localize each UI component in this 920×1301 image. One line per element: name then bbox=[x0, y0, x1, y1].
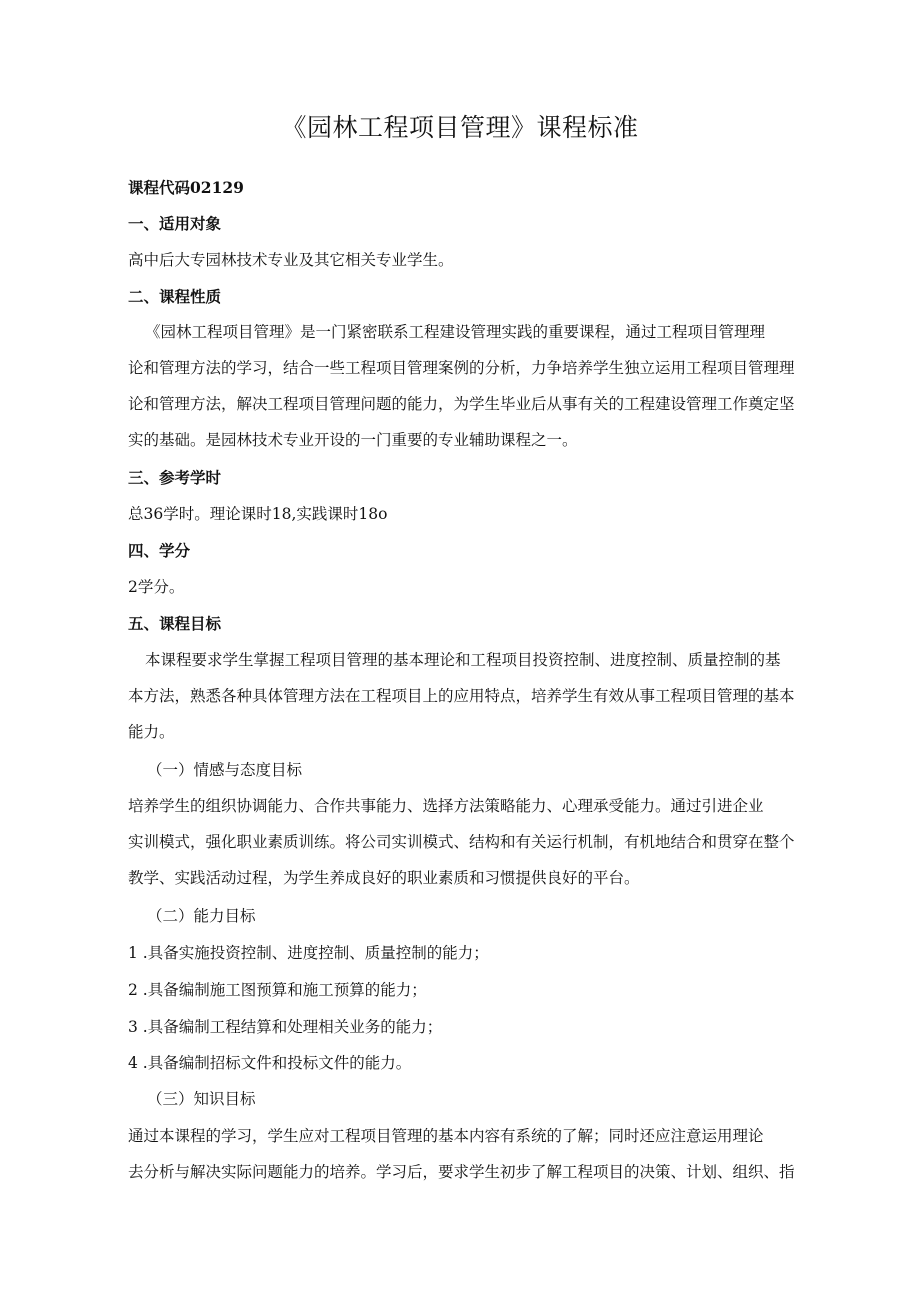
nature-paragraph-line: 实的基础。是园林技术专业开设的一门重要的专业辅助课程之一。 bbox=[128, 431, 578, 449]
document-title: 《园林工程项目管理》课程标准 bbox=[281, 113, 639, 142]
ability-list-item: 3 .具备编制工程结算和处理相关业务的能力； bbox=[128, 1018, 443, 1036]
section-body-credits: 2学分。 bbox=[128, 578, 185, 596]
attitude-paragraph-line: 培养学生的组织协调能力、合作共事能力、选择方法策略能力、心理承受能力。通过引进企业 bbox=[128, 797, 764, 815]
nature-paragraph-line: 《园林工程项目管理》是一门紧密联系工程建设管理实践的重要课程，通过工程项目管理理 bbox=[145, 323, 766, 341]
objectives-intro-line: 能力。 bbox=[128, 723, 175, 741]
section-heading-objectives: 五、课程目标 bbox=[128, 614, 222, 633]
section-heading-nature: 二、课程性质 bbox=[128, 287, 222, 306]
subsection-heading-ability: （二）能力目标 bbox=[147, 907, 256, 925]
attitude-paragraph-line: 教学、实践活动过程，为学生养成良好的职业素质和习惯提供良好的平台。 bbox=[128, 869, 640, 887]
ability-list-item: 1 .具备实施投资控制、进度控制、质量控制的能力； bbox=[128, 944, 489, 962]
section-body-target: 高中后大专园林技术专业及其它相关专业学生。 bbox=[128, 251, 454, 269]
section-body-hours: 总36学时。理论课时18,实践课时18o bbox=[128, 505, 388, 523]
ability-list-item: 4 .具备编制招标文件和投标文件的能力。 bbox=[128, 1054, 412, 1072]
attitude-paragraph-line: 实训模式，强化职业素质训练。将公司实训模式、结构和有关运行机制，有机地结合和贯穿在整个 bbox=[128, 833, 795, 851]
objectives-intro-line: 本方法，熟悉各种具体管理方法在工程项目上的应用特点，培养学生有效从事工程项目管理的基本 bbox=[128, 687, 795, 705]
ability-list-item: 2 .具备编制施工图预算和施工预算的能力； bbox=[128, 981, 427, 999]
section-heading-hours: 三、参考学时 bbox=[128, 468, 222, 487]
course-code: 课程代码02129 bbox=[128, 178, 244, 197]
knowledge-paragraph-line: 去分析与解决实际问题能力的培养。学习后，要求学生初步了解工程项目的决策、计划、组织、指 bbox=[128, 1163, 795, 1181]
nature-paragraph-line: 论和管理方法，解决工程项目管理问题的能力，为学生毕业后从事有关的工程建设管理工作奠定坚 bbox=[128, 395, 795, 413]
subsection-heading-attitude: （一）情感与态度目标 bbox=[147, 761, 303, 779]
subsection-heading-knowledge: （三）知识目标 bbox=[147, 1090, 256, 1108]
section-heading-credits: 四、学分 bbox=[128, 541, 191, 560]
objectives-intro-line: 本课程要求学生掌握工程项目管理的基本理论和工程项目投资控制、进度控制、质量控制的基 bbox=[145, 651, 781, 669]
knowledge-paragraph-line: 通过本课程的学习，学生应对工程项目管理的基本内容有系统的了解；同时还应注意运用理论 bbox=[128, 1127, 764, 1145]
section-heading-target: 一、适用对象 bbox=[128, 214, 222, 233]
nature-paragraph-line: 论和管理方法的学习，结合一些工程项目管理案例的分析，力争培养学生独立运用工程项目管理理 bbox=[128, 359, 795, 377]
